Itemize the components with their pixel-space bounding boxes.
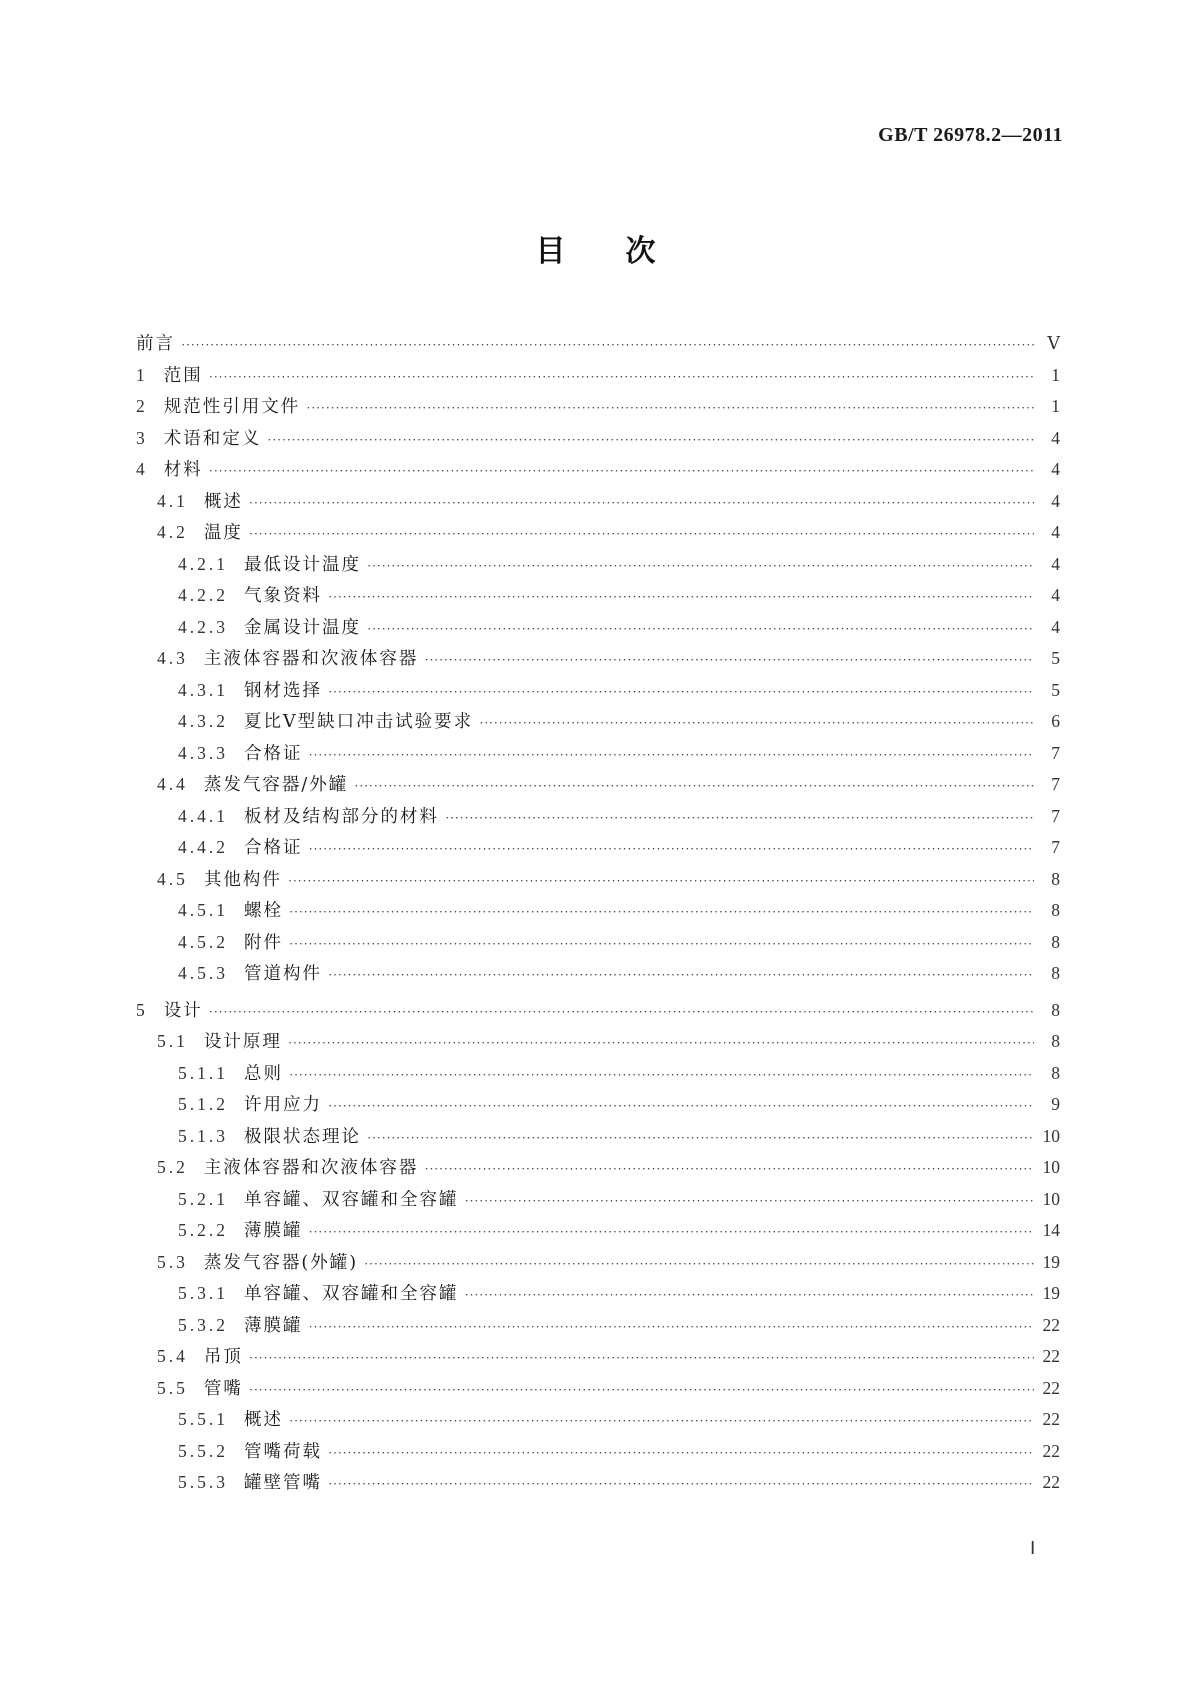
toc-entry-page: 22	[1042, 1377, 1060, 1398]
dot-leader	[181, 329, 1034, 361]
toc-entry-title: 罐壁管嘴	[244, 1473, 322, 1493]
toc-entry-title: 材料	[163, 460, 203, 480]
toc-entry-title: 前言	[136, 334, 175, 354]
toc-entry[interactable]	[136, 1026, 1060, 1058]
toc-entry-title: 合格证	[244, 743, 303, 764]
toc-entry[interactable]	[136, 1058, 1060, 1090]
toc-entry-page: 4	[1051, 616, 1060, 637]
toc-entry-number: 5.5	[157, 1377, 188, 1398]
toc-entry-title: 规范性引用文件	[163, 397, 301, 417]
dot-leader	[306, 392, 1034, 424]
toc-entry-page: 8	[1051, 1062, 1060, 1083]
toc-entry-number: 1	[136, 364, 148, 385]
page-title: 目次	[535, 234, 716, 269]
toc-entry[interactable]	[136, 1436, 1060, 1468]
toc-entry[interactable]	[136, 1404, 1060, 1436]
toc-entry-number: 4.4.2	[178, 837, 228, 857]
toc-entry-page: 4	[1051, 553, 1060, 574]
toc-entry[interactable]	[136, 864, 1060, 896]
toc-entry-page: 22	[1042, 1409, 1060, 1429]
toc-entry-page: 22	[1042, 1472, 1060, 1492]
toc-entry[interactable]	[136, 1121, 1060, 1153]
dot-leader	[289, 1059, 1034, 1091]
toc-entry-page: 7	[1051, 837, 1060, 857]
toc-entry-title: 设计	[163, 1000, 203, 1021]
toc-entry-number: 4.3.2	[178, 711, 228, 731]
dot-leader	[309, 1311, 1035, 1343]
toc-entry-number: 5.2.1	[178, 1188, 228, 1209]
toc-entry-page: 6	[1051, 711, 1060, 731]
toc-entry-title: 设计原理	[203, 1032, 282, 1052]
toc-entry-number: 4.2.3	[178, 616, 228, 637]
toc-entry-page: 7	[1051, 774, 1060, 794]
toc-entry-page: 1	[1051, 364, 1060, 385]
dot-leader	[367, 613, 1034, 645]
toc-entry-number: 4.5.2	[178, 931, 228, 952]
toc-entry-title: 薄膜罐	[244, 1315, 303, 1336]
toc-entry-number: 3	[136, 427, 148, 448]
dot-leader	[309, 1216, 1035, 1248]
dot-leader	[354, 770, 1034, 802]
toc-entry-number: 5.5.3	[178, 1472, 228, 1492]
page-number: Ⅰ	[1030, 1538, 1036, 1558]
toc-entry-page: 4	[1051, 427, 1060, 448]
dot-leader	[267, 424, 1034, 456]
toc-entry-title: 最低设计温度	[244, 554, 361, 575]
toc-entry-page: 1	[1051, 396, 1060, 416]
toc-entry[interactable]	[136, 486, 1060, 518]
toc-entry-number: 5.1.3	[178, 1125, 228, 1146]
toc-entry-number: 4.5	[157, 868, 188, 889]
toc-entry[interactable]	[136, 391, 1060, 423]
toc-entry-title: 钢材选择	[244, 680, 322, 701]
toc-entry-title: 附件	[244, 932, 283, 953]
toc-entry-number: 5.3.1	[178, 1283, 228, 1303]
dot-leader	[479, 707, 1034, 739]
toc-entry[interactable]	[136, 1373, 1060, 1405]
dot-leader	[249, 518, 1034, 550]
toc-entry[interactable]	[136, 1152, 1060, 1184]
toc-entry-page: 9	[1051, 1094, 1060, 1114]
dot-leader	[209, 996, 1034, 1028]
toc-entry-number: 4.3	[157, 648, 188, 668]
toc-entry-title: 总则	[244, 1063, 283, 1084]
toc-entry-page: 8	[1051, 963, 1060, 983]
dot-leader	[289, 1405, 1034, 1437]
toc-entry-number: 4.5.1	[178, 900, 228, 920]
toc-entry-number: 5.2	[157, 1157, 188, 1177]
toc-entry-number: 5.3	[157, 1251, 188, 1272]
toc-entry-page: 8	[1051, 1031, 1060, 1051]
toc-entry-title: 蒸发气容器(外罐)	[203, 1252, 359, 1273]
toc-entry-title: 温度	[203, 523, 243, 543]
toc-entry-number: 4.5.3	[178, 963, 228, 983]
toc-entry-title: 板材及结构部分的材料	[244, 806, 439, 827]
toc-entry[interactable]	[136, 675, 1060, 707]
toc-entry-page: 5	[1051, 648, 1060, 668]
toc-entry[interactable]	[136, 1215, 1060, 1247]
toc-entry-page: 4	[1051, 459, 1060, 479]
toc-entry-page: 22	[1042, 1440, 1060, 1461]
toc-entry-number: 2	[136, 396, 148, 416]
toc-entry[interactable]	[136, 328, 1060, 360]
toc-entry-page: 8	[1051, 900, 1060, 920]
toc-entry[interactable]	[136, 454, 1060, 486]
toc-entry-title: 合格证	[244, 838, 303, 858]
toc-entry-page: 10	[1042, 1188, 1060, 1209]
toc-entry[interactable]	[136, 1089, 1060, 1121]
toc-entry[interactable]	[136, 706, 1060, 738]
toc-entry[interactable]	[136, 832, 1060, 864]
toc-entry[interactable]	[136, 1184, 1060, 1216]
toc-entry-page: 22	[1042, 1314, 1060, 1335]
toc-entry-number: 5.4	[157, 1346, 188, 1366]
toc-entry-page: 7	[1051, 742, 1060, 763]
toc-entry[interactable]	[136, 995, 1060, 1027]
toc-entry-title: 主液体容器和次液体容器	[203, 1158, 419, 1178]
toc-entry-page: 8	[1051, 931, 1060, 952]
dot-leader	[289, 896, 1034, 928]
toc-entry-number: 4.3.3	[178, 742, 228, 763]
dot-leader	[465, 1185, 1035, 1217]
toc-entry-title: 概述	[203, 491, 243, 512]
toc-entry-page: 4	[1051, 585, 1060, 605]
toc-entry[interactable]	[136, 769, 1060, 801]
toc-entry-number: 4.4.1	[178, 805, 228, 826]
dot-leader	[309, 739, 1035, 771]
toc-entry-title: 单容罐、双容罐和全容罐	[244, 1284, 459, 1304]
toc-entry[interactable]	[136, 1341, 1060, 1373]
toc-entry-title: 螺栓	[244, 901, 283, 921]
toc-entry-title: 主液体容器和次液体容器	[203, 649, 419, 669]
toc-entry[interactable]	[136, 612, 1060, 644]
toc-entry-page: 5	[1051, 679, 1060, 700]
toc-entry-title: 薄膜罐	[244, 1221, 303, 1241]
toc-entry-number: 5.1.1	[178, 1062, 228, 1083]
toc-entry[interactable]	[136, 1467, 1060, 1499]
toc-entry-page: 22	[1042, 1346, 1060, 1366]
toc-entry-title: 管道构件	[244, 964, 322, 984]
dot-leader	[249, 1374, 1034, 1406]
toc-entry-number: 5	[136, 999, 148, 1020]
dot-leader	[367, 550, 1034, 582]
toc-entry[interactable]	[136, 1278, 1060, 1310]
toc-entry-page: 19	[1042, 1283, 1060, 1303]
toc-entry-title: 概述	[244, 1410, 283, 1430]
toc-entry-page: 8	[1051, 868, 1060, 889]
toc-entry-number: 5.5.2	[178, 1440, 228, 1461]
toc-entry[interactable]	[136, 423, 1060, 455]
toc-entry-page: 14	[1042, 1220, 1060, 1240]
toc-entry-title: 管嘴荷载	[244, 1441, 322, 1462]
table-of-contents	[136, 328, 1060, 1499]
toc-entry-title: 范围	[163, 365, 203, 386]
toc-entry-title: 吊顶	[203, 1347, 243, 1367]
toc-entry-page: 4	[1051, 490, 1060, 511]
dot-leader	[209, 361, 1034, 393]
toc-entry-page: 10	[1042, 1157, 1060, 1177]
toc-entry-number: 4.2.2	[178, 585, 228, 605]
toc-entry-number: 4.2	[157, 522, 188, 542]
dot-leader	[328, 581, 1034, 613]
dot-leader	[328, 1468, 1034, 1500]
toc-entry-title: 蒸发气容器/外罐	[203, 775, 349, 795]
standard-number: GB/T 26978.2—2011	[878, 124, 1063, 146]
toc-entry[interactable]	[136, 360, 1060, 392]
toc-entry-page: 19	[1042, 1251, 1060, 1272]
toc-entry-number: 4.3.1	[178, 679, 228, 700]
toc-entry-number: 5.1	[157, 1031, 188, 1051]
toc-entry[interactable]	[136, 801, 1060, 833]
toc-entry-number: 4.4	[157, 774, 188, 794]
dot-leader	[364, 1248, 1034, 1280]
toc-entry-number: 5.1.2	[178, 1094, 228, 1114]
toc-entry[interactable]	[136, 1310, 1060, 1342]
toc-entry-page: Ⅴ	[1047, 333, 1060, 353]
toc-entry-title: 单容罐、双容罐和全容罐	[244, 1189, 459, 1210]
toc-entry-page: 7	[1051, 805, 1060, 826]
toc-entry[interactable]	[136, 1247, 1060, 1279]
dot-leader	[288, 1027, 1034, 1059]
dot-leader	[328, 959, 1034, 991]
dot-leader	[289, 928, 1034, 960]
dot-leader	[249, 1342, 1034, 1374]
dot-leader	[445, 802, 1034, 834]
toc-entry-number: 4	[136, 459, 148, 479]
toc-entry[interactable]	[136, 895, 1060, 927]
dot-leader	[367, 1122, 1034, 1154]
toc-entry[interactable]	[136, 927, 1060, 959]
dot-leader	[424, 1153, 1034, 1185]
toc-entry-number: 5.3.2	[178, 1314, 228, 1335]
toc-entry[interactable]	[136, 958, 1060, 990]
dot-leader	[328, 676, 1034, 708]
toc-entry-title: 金属设计温度	[244, 617, 361, 638]
toc-entry-number: 5.2.2	[178, 1220, 228, 1240]
toc-entry[interactable]	[136, 580, 1060, 612]
toc-entry-title: 许用应力	[244, 1095, 322, 1115]
toc-entry[interactable]	[136, 549, 1060, 581]
dot-leader	[249, 487, 1034, 519]
toc-entry-title: 术语和定义	[163, 428, 262, 449]
toc-entry-title: 夏比Ⅴ型缺口冲击试验要求	[244, 712, 474, 732]
toc-entry-page: 8	[1051, 999, 1060, 1020]
toc-entry-page: 10	[1042, 1125, 1060, 1146]
dot-leader	[465, 1279, 1035, 1311]
dot-leader	[424, 644, 1034, 676]
toc-entry[interactable]	[136, 643, 1060, 675]
toc-entry[interactable]	[136, 738, 1060, 770]
dot-leader	[328, 1437, 1034, 1469]
dot-leader	[209, 455, 1034, 487]
toc-entry-title: 其他构件	[203, 869, 282, 890]
toc-entry-number: 5.5.1	[178, 1409, 228, 1429]
toc-entry-title: 气象资料	[244, 586, 322, 606]
toc-entry-page: 4	[1051, 522, 1060, 542]
dot-leader	[288, 865, 1034, 897]
toc-entry-number: 4.2.1	[178, 553, 228, 574]
dot-leader	[328, 1090, 1034, 1122]
toc-entry-title: 管嘴	[203, 1378, 243, 1399]
dot-leader	[309, 833, 1035, 865]
toc-entry[interactable]	[136, 517, 1060, 549]
toc-entry-title: 极限状态理论	[244, 1126, 361, 1147]
toc-entry-number: 4.1	[157, 490, 188, 511]
